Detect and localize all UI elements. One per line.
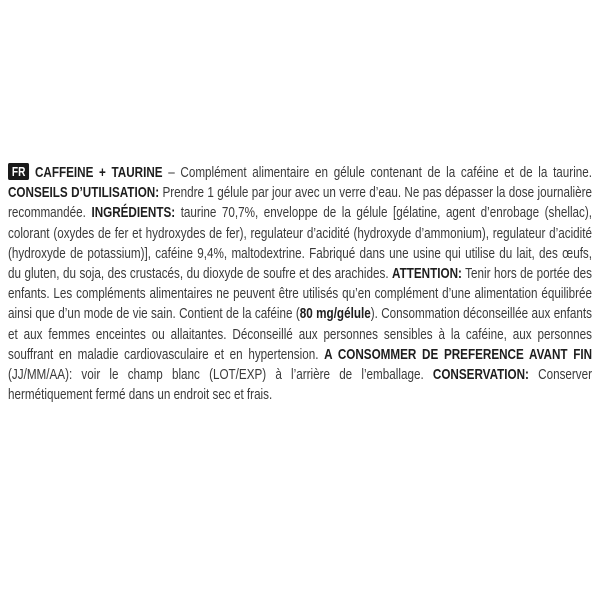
usage-body: Prendre 1 gélule par jour avec un verre d’eau. Ne pas dépasser la dose journalière recommandée.: [8, 184, 593, 222]
fr-language-badge: FR: [8, 163, 29, 180]
storage-body: Conserver hermétiquement fermé dans un endroit sec et frais.: [8, 366, 593, 404]
storage-heading: CONSERVATION:: [432, 366, 529, 384]
attention-body-after: ). Consommation déconseillée aux enfants et aux femmes enceintes ou allaitantes. Déconseillé aux personnes sensibles à la caféine, aux personnes souffrant en maladie cardiovasculaire et en hypertension.: [8, 305, 593, 363]
product-description: – Complément alimentaire en gélule contenant de la caféine et de la taurine.: [168, 164, 593, 181]
attention-body-before: Tenir hors de portée des enfants. Les compléments alimentaires ne peuvent être utilisés qu’en complément d’une alimentation équilibrée ainsi que d’un mode de vie sain. Contient de la caféine (: [8, 265, 593, 323]
attention-heading: ATTENTION:: [392, 265, 462, 283]
best-before-body: (JJ/MM/AA): voir le champ blanc (LOT/EXP) à l’arrière de l’emballage.: [8, 366, 424, 384]
ingredients-body: taurine 70,7%, enveloppe de la gélule [gélatine, agent d’enrobage (shellac), colorant (oxydes de fer et hydroxydes de fer), regulateur d’acidité (hydroxyde d’ammonium), regulateur d’acidité (hydroxyde de potassium)], caféine 9,4%, maltodextrine. Fabriqué dans une usine qui utilise du lait, des œufs, du gluten, du soja, des crustacés, du dioxyde de soufre et des arachides.: [8, 204, 593, 283]
caffeine-per-capsule-value: 80 mg/gélule: [299, 305, 371, 323]
product-title: CAFFEINE + TAURINE: [34, 164, 163, 181]
supplement-label-text: [8, 163, 592, 405]
best-before-heading: A CONSOMMER DE PREFERENCE AVANT FIN: [324, 345, 593, 363]
ingredients-heading: INGRÉDIENTS:: [91, 204, 176, 222]
usage-heading: CONSEILS D’UTILISATION:: [8, 184, 160, 202]
